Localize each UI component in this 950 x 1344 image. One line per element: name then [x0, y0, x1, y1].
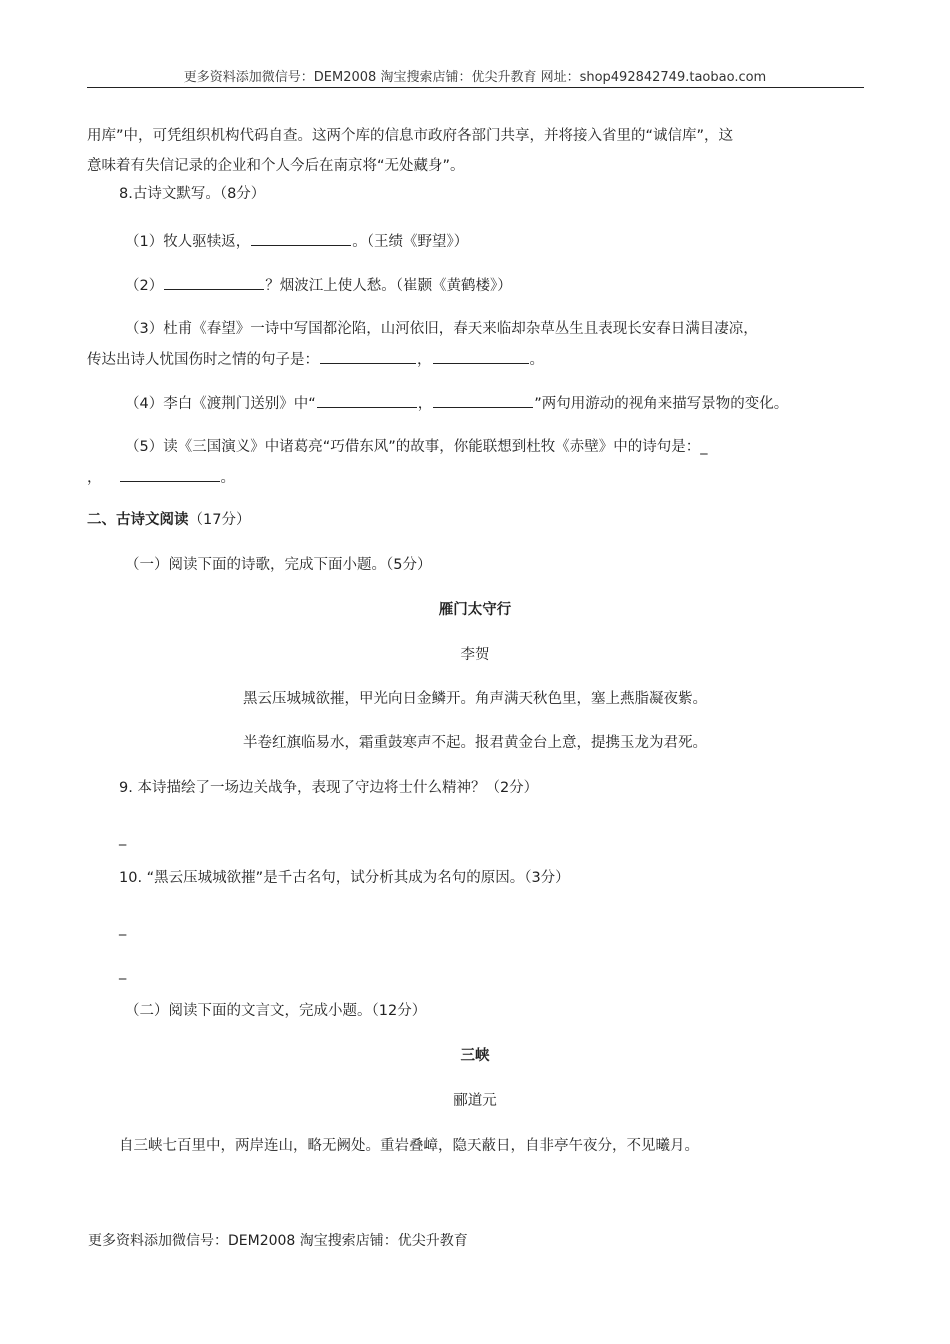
q8-3-end: 。 [529, 352, 544, 368]
answer-blank[interactable] [433, 392, 533, 408]
q8-2-num: （2） [125, 278, 164, 294]
q8-3-text: 传达出诗人忧国伤时之情的句子是： [87, 352, 319, 368]
q8-2-text: ？烟波江上使人愁。（崔颢《黄鹤楼》） [265, 278, 512, 294]
section-2-heading [87, 510, 250, 530]
question-8-3: （3）杜甫《春望》一诗中写国都沦陷，山河依旧，春天来临却杂草丛生且表现长安春日满目凄凉， [125, 321, 758, 337]
section-2-title: 二、古诗文阅读 [87, 512, 189, 528]
q8-4-end: ”两句用游动的视角来描写景物的变化。 [534, 396, 789, 412]
prose-title: 三峡 [460, 1048, 490, 1064]
question-8-2 [125, 274, 512, 296]
question-10: 10. “黑云压城城欲摧”是千古名句，试分析其成为名句的原因。（3分） [119, 870, 570, 886]
question-8-4 [125, 392, 788, 414]
question-8: 8.古诗文默写。（8分） [119, 186, 266, 202]
part-2-instruction: （二）阅读下面的文言文，完成小题。（12分） [125, 1003, 427, 1019]
answer-10[interactable]: _ [119, 964, 127, 980]
page-footer: 更多资料添加微信号：DEM2008 淘宝搜索店铺：优尖升教育 [88, 1233, 468, 1249]
answer-blank[interactable] [251, 230, 351, 246]
answer-blank[interactable] [164, 274, 264, 290]
q8-4-comma: ， [417, 396, 433, 412]
q8-4-text: （4）李白《渡荆门送别》中“ [125, 396, 316, 412]
poem-line: 半卷红旗临易水，霜重鼓寒声不起。报君黄金台上意，提携玉龙为君死。 [243, 735, 707, 751]
prose-line: 自三峡七百里中，两岸连山，略无阙处。重岩叠嶂，隐天蔽日，自非亭午夜分，不见曦月。 [119, 1138, 699, 1154]
text-line: 用库”中，可凭组织机构代码自查。这两个库的信息市政府各部门共享，并将接入省里的“诚信库”，这 [87, 128, 734, 144]
poem-title: 雁门太守行 [438, 602, 512, 618]
q8-1-source: 。（王绩《野望》） [352, 234, 469, 250]
question-8-5: （5）读《三国演义》中诸葛亮“巧借东风”的故事，你能联想到杜牧《赤壁》中的诗句是：_ [125, 439, 708, 455]
answer-9[interactable]: _ [119, 830, 127, 846]
answer-blank[interactable] [317, 392, 417, 408]
question-9: 9. 本诗描绘了一场边关战争，表现了守边将士什么精神？（2分） [119, 780, 539, 796]
question-8-3-cont [87, 348, 544, 370]
poem-line: 黑云压城城欲摧，甲光向日金鳞开。角声满天秋色里，塞上燕脂凝夜紫。 [243, 691, 707, 707]
page-header: 更多资料添加微信号：DEM2008 淘宝搜索店铺：优尖升教育 网址：shop492842749.taobao.com [183, 70, 767, 85]
q8-1-text: （1）牧人驱犊返， [125, 234, 251, 250]
q8-5-comma: ， [87, 470, 102, 486]
answer-blank[interactable] [120, 466, 220, 482]
prose-author: 郦道元 [453, 1093, 497, 1109]
question-8-5-cont [87, 466, 235, 488]
answer-blank[interactable] [320, 348, 416, 364]
poem-author: 李贺 [460, 647, 490, 663]
part-1-instruction: （一）阅读下面的诗歌，完成下面小题。（5分） [125, 557, 432, 573]
answer-blank[interactable] [433, 348, 529, 364]
question-8-1 [125, 230, 468, 252]
answer-10[interactable]: _ [119, 920, 127, 936]
q8-3-comma: ， [417, 352, 432, 368]
header-divider [87, 87, 864, 88]
q8-5-end: 。 [220, 470, 235, 486]
text-line: 意味着有失信记录的企业和个人今后在南京将“无处藏身”。 [87, 158, 465, 174]
section-2-score: （17分） [188, 512, 251, 528]
